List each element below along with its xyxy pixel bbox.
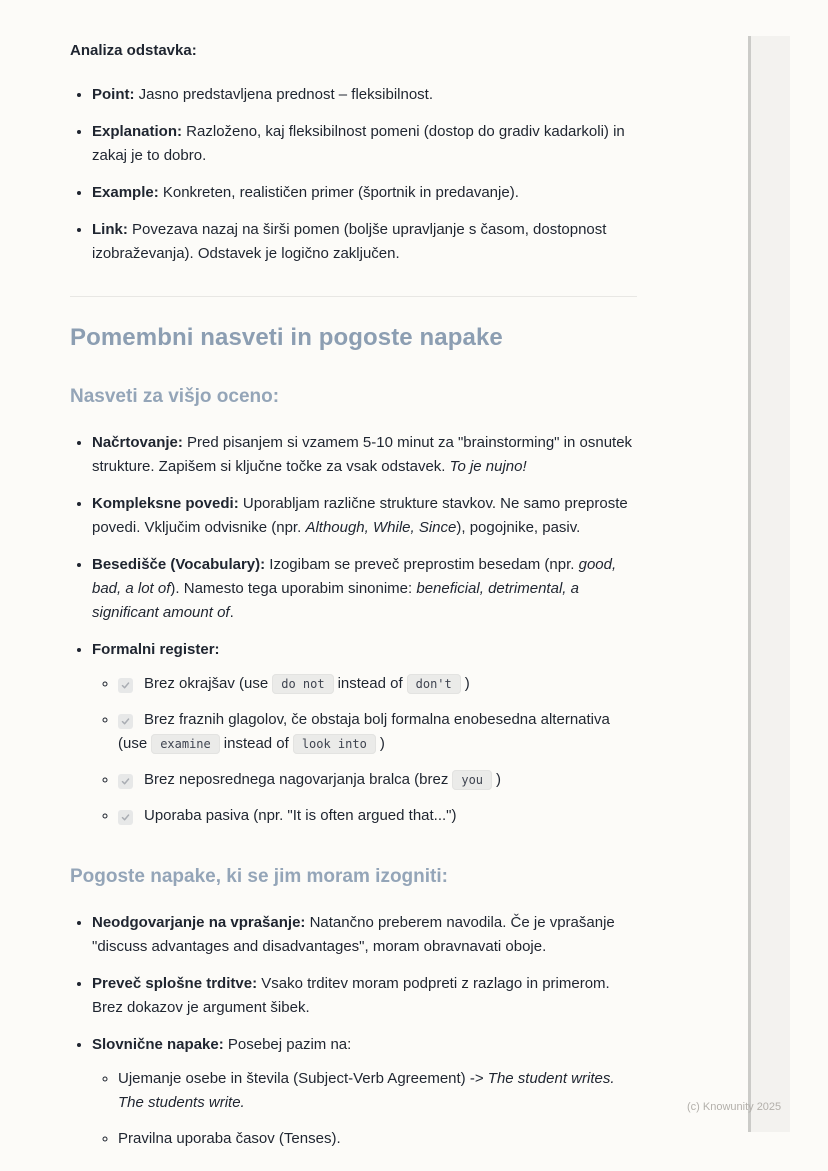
sub-list-item (118, 672, 637, 696)
checkbox-checked-icon[interactable] (118, 678, 133, 693)
text-run: Vsako trditev moram podpreti z razlago in primerom. Brez dokazov je argument šibek. (92, 975, 610, 1016)
text-run: Izogibam se preveč preprostim besedam (npr. (265, 556, 579, 573)
text-run: Slovnične napake: (92, 1036, 224, 1053)
text-run: Kompleksne povedi: (92, 495, 239, 512)
text-run: instead of (337, 675, 403, 692)
text-run: Povezava nazaj na širši pomen (boljše upravljanje s časom, dostopnost izobraževanja). Odstavek je logično zaključen. (92, 221, 607, 262)
text-run: Point: (92, 86, 135, 103)
text-run: Pravilna uporaba časov (Tenses). (118, 1130, 341, 1147)
sub-list (92, 672, 637, 828)
sub-list-item (118, 768, 637, 792)
sub-list-item (118, 804, 637, 828)
text-run: Brez neposrednega nagovarjanja bralca (brez (144, 771, 449, 788)
intro-list (70, 83, 637, 266)
text-run: To je nujno! (449, 458, 527, 475)
text-run: Brez fraznih glagolov, če obstaja bolj formalna enobesedna alternativa (use (118, 711, 610, 752)
list-item (92, 911, 637, 959)
text-run: The student writes. The students write. (118, 1070, 615, 1111)
text-run: Konkreten, realističen primer (športnik in predavanje). (158, 184, 519, 201)
text-run: instead of (223, 735, 289, 752)
text-run: Link: (92, 221, 128, 238)
text-run: Explanation: (92, 123, 183, 140)
text-run: Posebej pazim na: (223, 1036, 352, 1053)
text-run: Pred pisanjem si vzamem 5-10 minut za "brainstorming" in osnutek strukture. Zapišem si ključne točke za vsak odstavek. (92, 434, 633, 475)
text-run: Načrtovanje: (92, 434, 183, 451)
code-chip: you (452, 770, 492, 790)
list-item (92, 553, 637, 625)
text-run: Razloženo, kaj fleksibilnost pomeni (dostop do gradiv kadarkoli) in zakaj je to dobro. (92, 123, 625, 164)
list-item (92, 120, 637, 168)
tips-list (70, 431, 637, 828)
text-run: Preveč splošne trditve: (92, 975, 258, 992)
mistakes-list (70, 911, 637, 1151)
text-run: Uporabljam različne strukture stavkov. Ne samo preproste povedi. Vključim odvisnike (npr. (92, 495, 628, 536)
text-run: Although, While, Since (305, 519, 457, 536)
sub-list (92, 1067, 637, 1151)
scrollbar-track[interactable] (751, 36, 790, 1132)
code-chip: do not (272, 674, 333, 694)
text-run: Brez okrajšav (use (144, 675, 269, 692)
tips-subtitle: Nasveti za višjo oceno: (70, 386, 280, 407)
code-chip: look into (293, 734, 376, 754)
text-run: Example: (92, 184, 159, 201)
text-run: beneficial, detrimental, a significant amount of (92, 580, 579, 621)
list-item (92, 83, 637, 107)
list-item (92, 431, 637, 479)
copyright-watermark: (c) Knowunity 2025 (687, 1101, 782, 1113)
checkbox-checked-icon[interactable] (118, 714, 133, 729)
text-run: ) (496, 771, 502, 788)
list-item (92, 181, 637, 205)
list-item (92, 972, 637, 1020)
text-run: Besedišče (Vocabulary): (92, 556, 266, 573)
text-run: ). Namesto tega uporabim sinonime: (170, 580, 417, 597)
sub-list-item (118, 708, 637, 756)
checkbox-checked-icon[interactable] (118, 774, 133, 789)
text-run: good, bad, a lot of (92, 556, 617, 597)
list-item (92, 638, 637, 828)
text-run: Natančno preberem navodila. Če je vprašanje "discuss advantages and disadvantages", moram obravnavati oboje. (92, 914, 615, 955)
text-run: Jasno predstavljena prednost – fleksibilnost. (134, 86, 434, 103)
text-run: ) (464, 675, 470, 692)
text-run: Neodgovarjanje na vprašanje: (92, 914, 306, 931)
section-title: Pomembni nasveti in pogoste napake (70, 324, 503, 351)
document-content (70, 42, 637, 1151)
text-run: Formalni register: (92, 641, 220, 658)
code-chip: examine (151, 734, 220, 754)
text-run: ), pogojnike, pasiv. (456, 519, 581, 536)
mistakes-subtitle: Pogoste napake, ki se jim moram izogniti: (70, 866, 448, 887)
checkbox-checked-icon[interactable] (118, 810, 133, 825)
sub-list-item (118, 1127, 637, 1151)
code-chip: don't (407, 674, 461, 694)
section-divider (70, 296, 637, 297)
list-item (92, 492, 637, 540)
list-item (92, 218, 637, 266)
text-run: . (229, 604, 234, 621)
intro-heading: Analiza odstavka: (70, 42, 197, 59)
text-run: Ujemanje osebe in števila (Subject-Verb Agreement) -> (118, 1070, 488, 1087)
list-item (92, 1033, 637, 1151)
text-run: Uporaba pasiva (npr. "It is often argued that...") (144, 807, 457, 824)
text-run: ) (379, 735, 385, 752)
sub-list-item (118, 1067, 637, 1115)
